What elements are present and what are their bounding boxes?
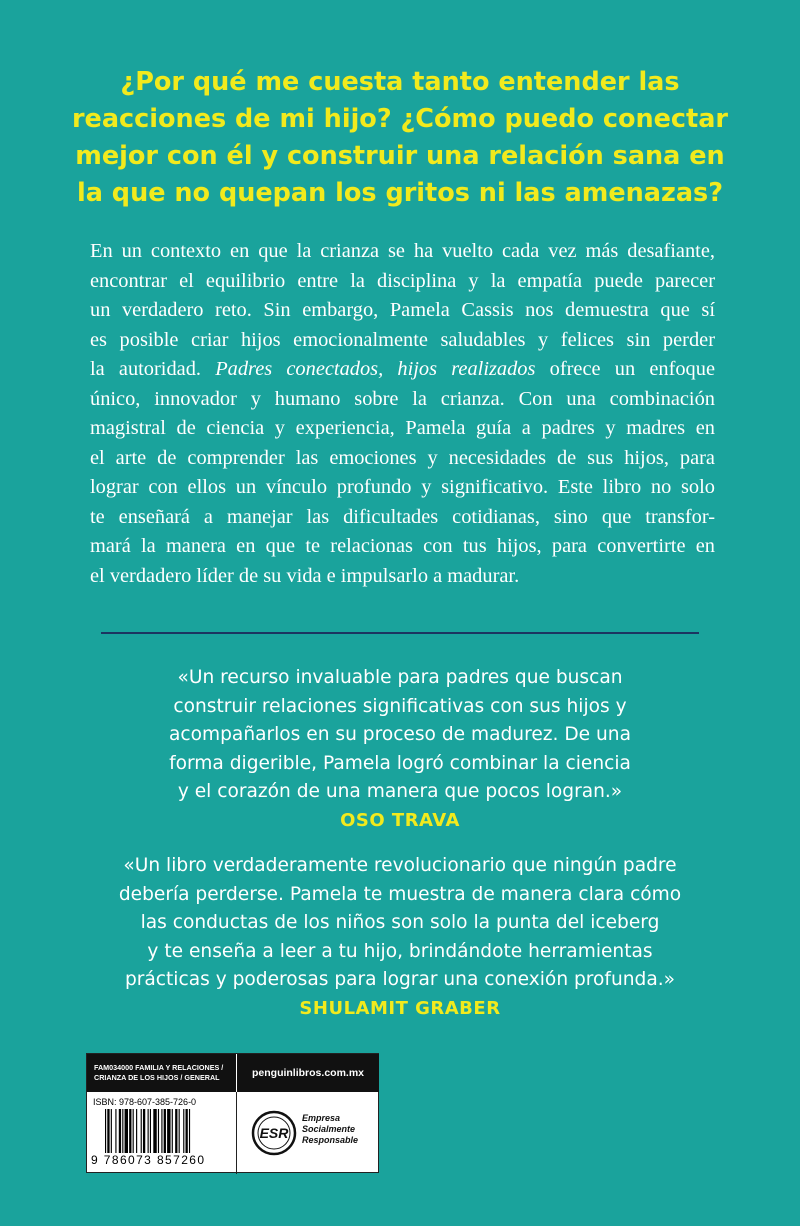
quote-line: «Un libro verdaderamente revolucionario que ningún padre (123, 855, 677, 876)
barcode-bar (179, 1109, 180, 1153)
barcode-bar (183, 1109, 184, 1153)
quote-author: OSO TRAVA (340, 809, 460, 831)
synopsis-line (90, 355, 715, 385)
barcode-bar (125, 1109, 128, 1153)
blurb-quote (70, 852, 730, 1023)
synopsis-line: el verdadero líder de su vida e impulsarlo a madurar. (90, 564, 520, 587)
quote-line: «Un recurso invaluable para padres que buscan (177, 667, 623, 688)
barcode-bar (172, 1109, 173, 1153)
synopsis-line: mará la manera en que te relacionas con tus hijos, para convertirte en (90, 535, 715, 557)
esr-line: Responsable (302, 1135, 359, 1145)
barcode-bar (167, 1109, 170, 1153)
barcode-bar (107, 1109, 109, 1153)
barcode-bar (150, 1109, 151, 1153)
blurb-quote (70, 664, 730, 835)
barcode-bar (153, 1109, 156, 1153)
barcode-bar (119, 1109, 121, 1153)
quote-line: debería perderse. Pamela te muestra de manera clara cómo (118, 883, 682, 905)
category-box (87, 1054, 236, 1092)
barcode-bar (105, 1109, 106, 1153)
quote-line: las conductas de los niños son solo la punta del iceberg (140, 912, 660, 933)
synopsis-line: te enseñará a manejar las dificultades cotidianas, sino que transfor- (90, 505, 715, 528)
barcode-bar (189, 1109, 190, 1153)
synopsis-line: En un contexto en que la crianza se ha vuelto cada vez más desafiante, (90, 240, 715, 262)
section-divider (101, 632, 699, 634)
esr-logo-icon (250, 1109, 298, 1157)
esr-line: Empresa (302, 1113, 341, 1123)
synopsis-line: lograr con ellos un vínculo profundo y significativo. Este libro no solo (90, 476, 715, 498)
barcode-bar (148, 1109, 149, 1153)
synopsis-line: único, innovador y humano sobre la crianza. Con una combinación (90, 387, 715, 410)
barcode-bar (186, 1109, 188, 1153)
quote-line: y te enseña a leer a tu hijo, brindándote herramientas (147, 940, 653, 962)
synopsis-text: la autoridad. (90, 358, 216, 380)
barcode-bar (122, 1109, 123, 1153)
esr-label (302, 1113, 358, 1146)
book-title: Padres conectados, hijos realizados (215, 358, 536, 380)
barcode-bar (175, 1109, 177, 1153)
barcode-number: 9 786073 857260 (91, 1153, 206, 1167)
headline-line: mejor con él y construir una relación sana en (75, 141, 725, 171)
synopsis (90, 237, 715, 591)
headline-line: reacciones de mi hijo? ¿Cómo puedo conectar (71, 104, 729, 134)
quote-line: acompañarlos en su proceso de madurez. De una (169, 724, 631, 745)
synopsis-line: el arte de comprender las emociones y necesidades de sus hijos, para (90, 446, 715, 469)
headline-line: ¿Por qué me cuesta tanto entender las (120, 67, 680, 97)
barcode (105, 1109, 225, 1155)
headline-line: la que no quepan los gritos ni las amenazas? (76, 178, 724, 208)
esr-logo-text: ESR (259, 1125, 289, 1141)
barcode-bar (133, 1109, 134, 1153)
synopsis-line: magistral de ciencia y experiencia, Pamela guía a padres y madres en (90, 417, 715, 439)
barcode-bar (136, 1109, 137, 1153)
publisher-info-box (86, 1053, 379, 1173)
headline (60, 64, 740, 212)
quote-line: forma digerible, Pamela logró combinar la ciencia (169, 752, 631, 774)
synopsis-line: encontrar el equilibrio entre la disciplina y la empatía puede parecer (90, 269, 715, 292)
esr-line: Socialmente (302, 1124, 356, 1134)
barcode-bar (161, 1109, 162, 1153)
barcode-bar (141, 1109, 142, 1153)
barcode-bar (143, 1109, 145, 1153)
synopsis-text: ofrece un enfoque (535, 358, 715, 380)
category-line: FAM034000 FAMILIA Y RELACIONES / (94, 1063, 224, 1072)
publisher-website: penguinlibros.com.mx (236, 1054, 379, 1092)
quote-author: SHULAMIT GRABER (299, 997, 501, 1019)
quote-line: y el corazón de una manera que pocos logran.» (177, 781, 623, 802)
barcode-bar (164, 1109, 166, 1153)
quote-line: prácticas y poderosas para lograr una conexión profunda.» (124, 969, 676, 990)
barcode-bar (115, 1109, 116, 1153)
synopsis-line: un verdadero reto. Sin embargo, Pamela Cassis nos demuestra que sí (90, 299, 715, 321)
category-line: CRIANZA DE LOS HIJOS / GENERAL (94, 1073, 220, 1082)
box-divider (236, 1092, 237, 1174)
barcode-bar (129, 1109, 131, 1153)
isbn-label: ISBN: 978-607-385-726-0 (93, 1097, 197, 1107)
quote-line: construir relaciones significativas con sus hijos y (173, 695, 627, 717)
barcode-bar (111, 1109, 112, 1153)
synopsis-line: es posible criar hijos emocionalmente saludables y felices sin perder (90, 328, 715, 351)
barcode-bar (158, 1109, 159, 1153)
